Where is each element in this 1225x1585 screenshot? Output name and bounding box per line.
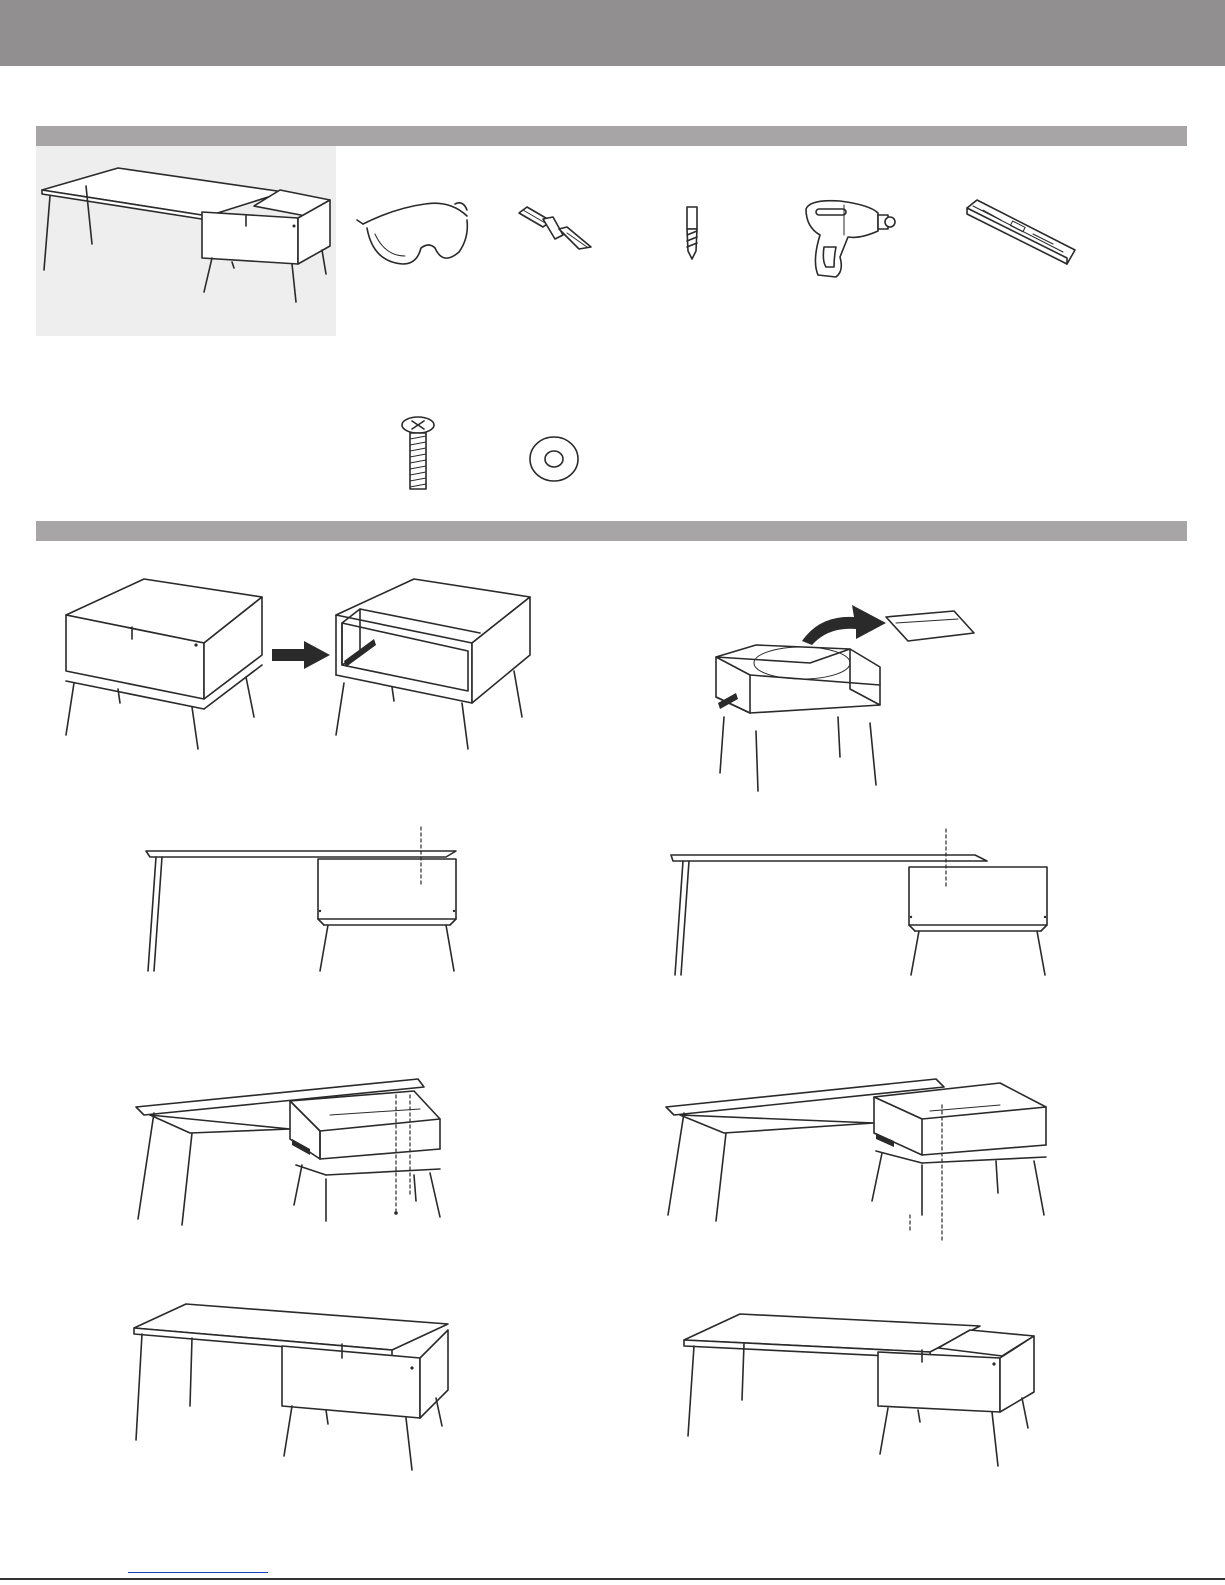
safety-glasses-icon — [355, 190, 475, 270]
header-banner — [0, 0, 1225, 66]
assembly-section-bar — [36, 521, 1187, 541]
step-position-desk-left — [140, 825, 470, 980]
desk-illustration — [36, 146, 336, 336]
step-remove-drawer — [60, 575, 540, 755]
screw-icon — [398, 415, 438, 495]
step-fasten-right — [660, 1075, 1060, 1245]
product-preview — [36, 146, 336, 336]
step-position-desk-right — [665, 825, 1055, 980]
phillips-bit-icon — [515, 205, 605, 255]
footer-rule — [0, 1578, 1225, 1580]
drill-bit-icon — [680, 205, 704, 261]
step-flip-cabinet-top — [710, 605, 990, 795]
step-final-right — [680, 1300, 1040, 1480]
spirit-level-icon — [963, 198, 1078, 268]
power-drill-icon — [800, 195, 900, 285]
footer-link-underline[interactable] — [128, 1572, 268, 1573]
step-fasten-left — [130, 1075, 450, 1245]
step-final-left — [130, 1300, 460, 1480]
washer-icon — [528, 432, 582, 486]
tools-section-bar — [36, 126, 1187, 146]
